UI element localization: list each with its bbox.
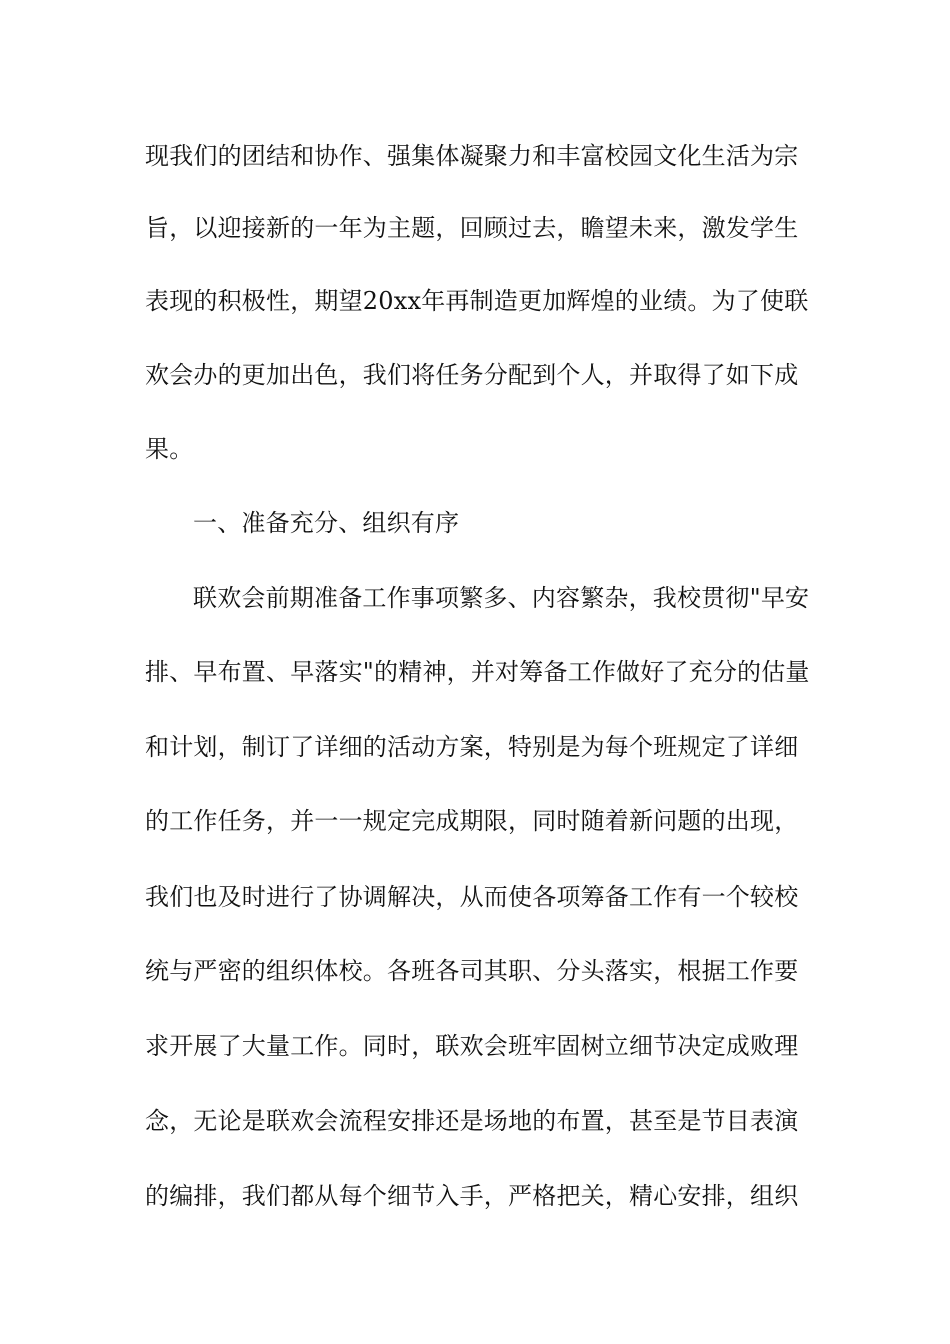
paragraph-line: 和计划，制订了详细的活动方案，特别是为每个班规定了详细 [145,733,799,761]
paragraph-line: 现我们的团结和协作、强集体凝聚力和丰富校园文化生活为宗 [145,142,799,170]
paragraph-line: 我们也及时进行了协调解决，从而使各项筹备工作有一个较校 [145,883,799,911]
paragraph-line: 果。 [145,435,194,463]
paragraph-line: 联欢会前期准备工作事项繁多、内容繁杂，我校贯彻"早安 [193,584,810,612]
paragraph-line: 欢会办的更加出色，我们将任务分配到个人，并取得了如下成 [145,361,799,389]
section-heading: 一、准备充分、组织有序 [193,509,460,537]
paragraph-line: 念，无论是联欢会流程安排还是场地的布置，甚至是节目表演 [145,1107,799,1135]
paragraph-line: 表现的积极性，期望20xx年再制造更加辉煌的业绩。为了使联 [145,287,809,315]
paragraph-line: 的工作任务，并一一规定完成期限，同时随着新问题的出现， [145,807,799,835]
paragraph-line: 求开展了大量工作。同时，联欢会班牢固树立细节决定成败理 [145,1032,799,1060]
paragraph-line: 排、早布置、早落实"的精神，并对筹备工作做好了充分的估量 [145,658,810,686]
paragraph-line: 旨，以迎接新的一年为主题，回顾过去，瞻望未来，激发学生 [145,214,799,242]
paragraph-line: 的编排，我们都从每个细节入手，严格把关，精心安排，组织 [145,1182,799,1210]
paragraph-line: 统与严密的组织体校。各班各司其职、分头落实，根据工作要 [145,957,799,985]
